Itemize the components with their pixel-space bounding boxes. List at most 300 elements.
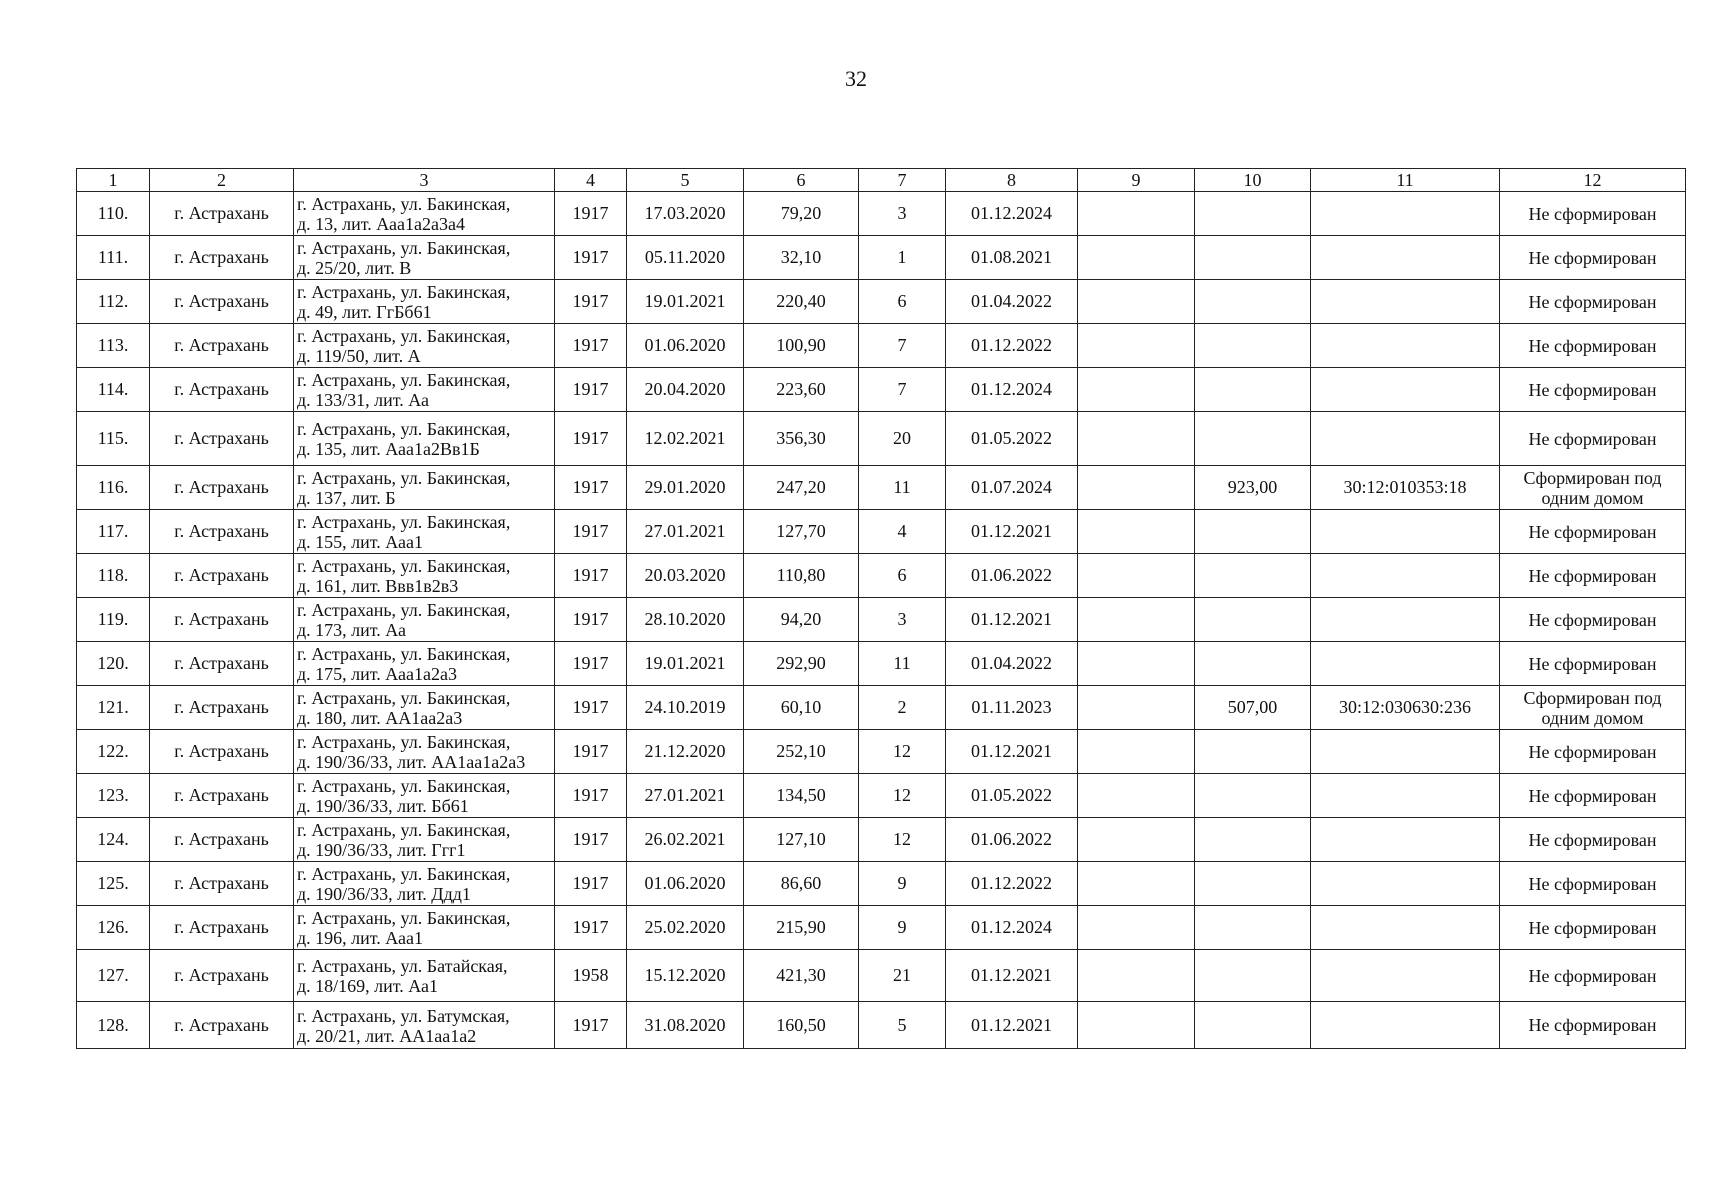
column-header: 3 <box>294 169 555 192</box>
city-cell: г. Астрахань <box>150 324 294 368</box>
cadastral-number-cell <box>1311 642 1500 686</box>
city-cell: г. Астрахань <box>150 906 294 950</box>
date-cell: 28.10.2020 <box>627 598 744 642</box>
address-line: д. 190/36/33, лит. АА1аа1а2а3 <box>297 752 526 772</box>
address-line: д. 175, лит. Ааа1а2а3 <box>297 664 458 684</box>
land-area-cell <box>1195 642 1311 686</box>
year-cell: 1917 <box>555 368 627 412</box>
row-number-cell: 121. <box>77 686 150 730</box>
column-header: 7 <box>859 169 946 192</box>
deadline-cell: 01.05.2022 <box>946 412 1078 466</box>
column-header: 4 <box>555 169 627 192</box>
deadline-cell: 01.12.2022 <box>946 324 1078 368</box>
land-area-cell <box>1195 280 1311 324</box>
row-number-cell: 127. <box>77 950 150 1002</box>
date-cell: 01.06.2020 <box>627 862 744 906</box>
date-cell: 19.01.2021 <box>627 642 744 686</box>
count-cell: 4 <box>859 510 946 554</box>
cadastral-number-cell <box>1311 906 1500 950</box>
address-line: д. 133/31, лит. Аа <box>297 390 430 410</box>
registry-table <box>76 168 1686 1049</box>
table-row <box>77 192 1686 236</box>
deadline-cell: 01.07.2024 <box>946 466 1078 510</box>
count-cell: 11 <box>859 642 946 686</box>
column-header: 2 <box>150 169 294 192</box>
date-cell: 31.08.2020 <box>627 1002 744 1049</box>
date-cell: 01.06.2020 <box>627 324 744 368</box>
year-cell: 1917 <box>555 818 627 862</box>
area-cell: 94,20 <box>744 598 859 642</box>
city-cell: г. Астрахань <box>150 950 294 1002</box>
year-cell: 1917 <box>555 466 627 510</box>
land-area-cell <box>1195 906 1311 950</box>
address-line: г. Астрахань, ул. Бакинская, <box>297 688 511 708</box>
land-area-cell <box>1195 554 1311 598</box>
land-area-cell <box>1195 368 1311 412</box>
column-9-cell <box>1078 466 1195 510</box>
year-cell: 1917 <box>555 554 627 598</box>
year-cell: 1917 <box>555 236 627 280</box>
city-cell: г. Астрахань <box>150 280 294 324</box>
count-cell: 9 <box>859 862 946 906</box>
deadline-cell: 01.12.2021 <box>946 730 1078 774</box>
address-line: г. Астрахань, ул. Бакинская, <box>297 238 511 258</box>
cadastral-number-cell <box>1311 280 1500 324</box>
area-cell: 134,50 <box>744 774 859 818</box>
cadastral-number-cell <box>1311 412 1500 466</box>
date-cell: 27.01.2021 <box>627 774 744 818</box>
count-cell: 20 <box>859 412 946 466</box>
address-cell <box>294 598 555 642</box>
area-cell: 32,10 <box>744 236 859 280</box>
city-cell: г. Астрахань <box>150 412 294 466</box>
year-cell: 1917 <box>555 598 627 642</box>
status-cell: Не сформирован <box>1500 730 1686 774</box>
status-cell: Не сформирован <box>1500 862 1686 906</box>
address-line: д. 119/50, лит. А <box>297 346 421 366</box>
address-cell <box>294 280 555 324</box>
address-line: д. 173, лит. Аа <box>297 620 407 640</box>
year-cell: 1917 <box>555 774 627 818</box>
address-line: д. 18/169, лит. Аа1 <box>297 976 439 996</box>
row-number-cell: 115. <box>77 412 150 466</box>
year-cell: 1917 <box>555 730 627 774</box>
row-number-cell: 122. <box>77 730 150 774</box>
area-cell: 160,50 <box>744 1002 859 1049</box>
column-9-cell <box>1078 510 1195 554</box>
address-line: г. Астрахань, ул. Бакинская, <box>297 600 511 620</box>
cadastral-number-cell <box>1311 950 1500 1002</box>
date-cell: 19.01.2021 <box>627 280 744 324</box>
city-cell: г. Астрахань <box>150 510 294 554</box>
year-cell: 1917 <box>555 192 627 236</box>
row-number-cell: 125. <box>77 862 150 906</box>
address-line: г. Астрахань, ул. Батайская, <box>297 956 508 976</box>
date-cell: 29.01.2020 <box>627 466 744 510</box>
count-cell: 21 <box>859 950 946 1002</box>
count-cell: 1 <box>859 236 946 280</box>
address-line: г. Астрахань, ул. Бакинская, <box>297 820 511 840</box>
year-cell: 1917 <box>555 324 627 368</box>
land-area-cell <box>1195 862 1311 906</box>
address-line: г. Астрахань, ул. Бакинская, <box>297 908 511 928</box>
row-number-cell: 110. <box>77 192 150 236</box>
count-cell: 12 <box>859 818 946 862</box>
cadastral-number-cell <box>1311 368 1500 412</box>
deadline-cell: 01.12.2021 <box>946 950 1078 1002</box>
year-cell: 1917 <box>555 412 627 466</box>
cadastral-number-cell <box>1311 324 1500 368</box>
status-cell: Не сформирован <box>1500 280 1686 324</box>
address-line: д. 135, лит. Ааа1а2Вв1Б <box>297 439 480 459</box>
address-line: г. Астрахань, ул. Бакинская, <box>297 468 511 488</box>
table-body <box>77 192 1686 1049</box>
count-cell: 7 <box>859 368 946 412</box>
area-cell: 127,70 <box>744 510 859 554</box>
deadline-cell: 01.06.2022 <box>946 554 1078 598</box>
row-number-cell: 111. <box>77 236 150 280</box>
deadline-cell: 01.12.2021 <box>946 510 1078 554</box>
address-line: г. Астрахань, ул. Бакинская, <box>297 864 511 884</box>
area-cell: 223,60 <box>744 368 859 412</box>
cadastral-number-cell <box>1311 554 1500 598</box>
area-cell: 127,10 <box>744 818 859 862</box>
address-cell <box>294 466 555 510</box>
city-cell: г. Астрахань <box>150 236 294 280</box>
status-cell: Не сформирован <box>1500 236 1686 280</box>
cadastral-number-cell <box>1311 510 1500 554</box>
row-number-cell: 119. <box>77 598 150 642</box>
date-cell: 25.02.2020 <box>627 906 744 950</box>
address-line: г. Астрахань, ул. Бакинская, <box>297 732 511 752</box>
table-row <box>77 324 1686 368</box>
date-cell: 05.11.2020 <box>627 236 744 280</box>
year-cell: 1917 <box>555 686 627 730</box>
city-cell: г. Астрахань <box>150 466 294 510</box>
address-cell <box>294 510 555 554</box>
cadastral-number-cell <box>1311 774 1500 818</box>
deadline-cell: 01.12.2024 <box>946 906 1078 950</box>
table-row <box>77 466 1686 510</box>
column-9-cell <box>1078 818 1195 862</box>
deadline-cell: 01.12.2022 <box>946 862 1078 906</box>
column-9-cell <box>1078 412 1195 466</box>
area-cell: 86,60 <box>744 862 859 906</box>
city-cell: г. Астрахань <box>150 774 294 818</box>
land-area-cell <box>1195 950 1311 1002</box>
column-9-cell <box>1078 774 1195 818</box>
year-cell: 1917 <box>555 862 627 906</box>
address-line: г. Астрахань, ул. Бакинская, <box>297 776 511 796</box>
address-line: д. 190/36/33, лит. Ддд1 <box>297 884 471 904</box>
date-cell: 12.02.2021 <box>627 412 744 466</box>
area-cell: 292,90 <box>744 642 859 686</box>
address-cell <box>294 236 555 280</box>
land-area-cell <box>1195 730 1311 774</box>
area-cell: 247,20 <box>744 466 859 510</box>
address-line: д. 20/21, лит. АА1аа1а2 <box>297 1025 477 1046</box>
address-cell <box>294 642 555 686</box>
column-9-cell <box>1078 862 1195 906</box>
address-cell <box>294 368 555 412</box>
land-area-cell <box>1195 236 1311 280</box>
area-cell: 110,80 <box>744 554 859 598</box>
row-number-cell: 128. <box>77 1002 150 1049</box>
address-cell <box>294 774 555 818</box>
area-cell: 60,10 <box>744 686 859 730</box>
row-number-cell: 120. <box>77 642 150 686</box>
deadline-cell: 01.12.2024 <box>946 192 1078 236</box>
area-cell: 100,90 <box>744 324 859 368</box>
cadastral-number-cell <box>1311 236 1500 280</box>
address-cell <box>294 862 555 906</box>
column-9-cell <box>1078 324 1195 368</box>
deadline-cell: 01.05.2022 <box>946 774 1078 818</box>
address-line: г. Астрахань, ул. Бакинская, <box>297 194 511 214</box>
date-cell: 24.10.2019 <box>627 686 744 730</box>
address-cell <box>294 950 555 1002</box>
year-cell: 1917 <box>555 906 627 950</box>
column-9-cell <box>1078 950 1195 1002</box>
table-row <box>77 862 1686 906</box>
status-cell: Сформирован под одним домом <box>1500 466 1686 510</box>
date-cell: 20.04.2020 <box>627 368 744 412</box>
address-line: г. Астрахань, ул. Бакинская, <box>297 282 511 302</box>
deadline-cell: 01.12.2021 <box>946 598 1078 642</box>
column-header: 12 <box>1500 169 1686 192</box>
land-area-cell <box>1195 412 1311 466</box>
address-cell <box>294 686 555 730</box>
status-cell: Не сформирован <box>1500 642 1686 686</box>
deadline-cell: 01.11.2023 <box>946 686 1078 730</box>
table-row <box>77 598 1686 642</box>
column-9-cell <box>1078 642 1195 686</box>
city-cell: г. Астрахань <box>150 368 294 412</box>
cadastral-number-cell <box>1311 730 1500 774</box>
column-header: 5 <box>627 169 744 192</box>
status-cell: Не сформирован <box>1500 598 1686 642</box>
date-cell: 15.12.2020 <box>627 950 744 1002</box>
column-9-cell <box>1078 192 1195 236</box>
column-9-cell <box>1078 906 1195 950</box>
area-cell: 421,30 <box>744 950 859 1002</box>
deadline-cell: 01.08.2021 <box>946 236 1078 280</box>
year-cell: 1917 <box>555 1002 627 1049</box>
column-9-cell <box>1078 686 1195 730</box>
area-cell: 220,40 <box>744 280 859 324</box>
city-cell: г. Астрахань <box>150 642 294 686</box>
land-area-cell <box>1195 774 1311 818</box>
count-cell: 5 <box>859 1002 946 1049</box>
column-header: 11 <box>1311 169 1500 192</box>
row-number-cell: 118. <box>77 554 150 598</box>
status-cell: Не сформирован <box>1500 774 1686 818</box>
table-row <box>77 774 1686 818</box>
count-cell: 12 <box>859 774 946 818</box>
date-cell: 26.02.2021 <box>627 818 744 862</box>
row-number-cell: 113. <box>77 324 150 368</box>
cadastral-number-cell <box>1311 192 1500 236</box>
city-cell: г. Астрахань <box>150 686 294 730</box>
date-cell: 27.01.2021 <box>627 510 744 554</box>
count-cell: 6 <box>859 554 946 598</box>
count-cell: 6 <box>859 280 946 324</box>
land-area-cell <box>1195 192 1311 236</box>
column-header: 8 <box>946 169 1078 192</box>
table-row <box>77 906 1686 950</box>
table-row <box>77 510 1686 554</box>
area-cell: 79,20 <box>744 192 859 236</box>
address-cell <box>294 818 555 862</box>
row-number-cell: 116. <box>77 466 150 510</box>
address-cell <box>294 412 555 466</box>
city-cell: г. Астрахань <box>150 598 294 642</box>
row-number-cell: 124. <box>77 818 150 862</box>
table-row <box>77 730 1686 774</box>
status-cell: Не сформирован <box>1500 818 1686 862</box>
count-cell: 12 <box>859 730 946 774</box>
address-line: д. 25/20, лит. В <box>297 258 412 278</box>
count-cell: 7 <box>859 324 946 368</box>
address-cell <box>294 730 555 774</box>
deadline-cell: 01.12.2024 <box>946 368 1078 412</box>
address-line: д. 49, лит. ГгБб61 <box>297 302 432 322</box>
address-line: г. Астрахань, ул. Батумская, <box>297 1005 510 1026</box>
date-cell: 20.03.2020 <box>627 554 744 598</box>
status-cell: Не сформирован <box>1500 1002 1686 1049</box>
city-cell: г. Астрахань <box>150 818 294 862</box>
count-cell: 3 <box>859 598 946 642</box>
row-number-cell: 112. <box>77 280 150 324</box>
city-cell: г. Астрахань <box>150 730 294 774</box>
table-row <box>77 280 1686 324</box>
status-cell: Не сформирован <box>1500 906 1686 950</box>
address-line: г. Астрахань, ул. Бакинская, <box>297 326 511 346</box>
area-cell: 215,90 <box>744 906 859 950</box>
row-number-cell: 123. <box>77 774 150 818</box>
column-9-cell <box>1078 554 1195 598</box>
land-area-cell <box>1195 324 1311 368</box>
address-line: д. 190/36/33, лит. Бб61 <box>297 796 469 816</box>
table-row <box>77 554 1686 598</box>
city-cell: г. Астрахань <box>150 192 294 236</box>
deadline-cell: 01.12.2021 <box>946 1002 1078 1049</box>
table-row <box>77 950 1686 1002</box>
table-row <box>77 686 1686 730</box>
cadastral-number-cell <box>1311 862 1500 906</box>
address-cell <box>294 324 555 368</box>
land-area-cell <box>1195 818 1311 862</box>
year-cell: 1917 <box>555 510 627 554</box>
address-cell <box>294 554 555 598</box>
table-row <box>77 236 1686 280</box>
area-cell: 252,10 <box>744 730 859 774</box>
status-cell: Не сформирован <box>1500 554 1686 598</box>
table-row <box>77 642 1686 686</box>
table-row <box>77 1002 1686 1049</box>
count-cell: 2 <box>859 686 946 730</box>
status-cell: Не сформирован <box>1500 368 1686 412</box>
status-cell: Не сформирован <box>1500 950 1686 1002</box>
area-cell: 356,30 <box>744 412 859 466</box>
status-cell: Не сформирован <box>1500 510 1686 554</box>
address-cell <box>294 906 555 950</box>
address-line: д. 137, лит. Б <box>297 488 396 508</box>
column-9-cell <box>1078 598 1195 642</box>
cadastral-number-cell: 30:12:030630:236 <box>1311 686 1500 730</box>
column-9-cell <box>1078 280 1195 324</box>
status-cell: Не сформирован <box>1500 412 1686 466</box>
address-line: д. 196, лит. Ааа1 <box>297 928 424 948</box>
row-number-cell: 126. <box>77 906 150 950</box>
cadastral-number-cell <box>1311 818 1500 862</box>
column-9-cell <box>1078 730 1195 774</box>
address-line: д. 180, лит. АА1аа2а3 <box>297 708 463 728</box>
cadastral-number-cell <box>1311 598 1500 642</box>
address-line: г. Астрахань, ул. Бакинская, <box>297 644 511 664</box>
cadastral-number-cell: 30:12:010353:18 <box>1311 466 1500 510</box>
header-row <box>77 169 1686 192</box>
city-cell: г. Астрахань <box>150 1002 294 1049</box>
address-line: д. 155, лит. Ааа1 <box>297 532 424 552</box>
column-9-cell <box>1078 236 1195 280</box>
status-cell: Сформирован под одним домом <box>1500 686 1686 730</box>
year-cell: 1917 <box>555 280 627 324</box>
column-header: 6 <box>744 169 859 192</box>
address-cell <box>294 192 555 236</box>
address-cell <box>294 1002 555 1049</box>
count-cell: 3 <box>859 192 946 236</box>
address-line: г. Астрахань, ул. Бакинская, <box>297 370 511 390</box>
address-line: д. 161, лит. Ввв1в2в3 <box>297 576 459 596</box>
date-cell: 17.03.2020 <box>627 192 744 236</box>
land-area-cell <box>1195 510 1311 554</box>
count-cell: 9 <box>859 906 946 950</box>
page-number: 32 <box>845 66 867 91</box>
column-header: 9 <box>1078 169 1195 192</box>
deadline-cell: 01.04.2022 <box>946 642 1078 686</box>
count-cell: 11 <box>859 466 946 510</box>
address-line: г. Астрахань, ул. Бакинская, <box>297 419 511 439</box>
deadline-cell: 01.04.2022 <box>946 280 1078 324</box>
land-area-cell <box>1195 1002 1311 1049</box>
year-cell: 1958 <box>555 950 627 1002</box>
table-row <box>77 368 1686 412</box>
land-area-cell: 923,00 <box>1195 466 1311 510</box>
column-9-cell <box>1078 1002 1195 1049</box>
table-row <box>77 818 1686 862</box>
column-9-cell <box>1078 368 1195 412</box>
address-line: г. Астрахань, ул. Бакинская, <box>297 556 511 576</box>
deadline-cell: 01.06.2022 <box>946 818 1078 862</box>
year-cell: 1917 <box>555 642 627 686</box>
address-line: д. 13, лит. Ааа1а2а3а4 <box>297 214 465 234</box>
date-cell: 21.12.2020 <box>627 730 744 774</box>
address-line: г. Астрахань, ул. Бакинская, <box>297 512 511 532</box>
status-cell: Не сформирован <box>1500 324 1686 368</box>
cadastral-number-cell <box>1311 1002 1500 1049</box>
row-number-cell: 117. <box>77 510 150 554</box>
table-row <box>77 412 1686 466</box>
city-cell: г. Астрахань <box>150 554 294 598</box>
status-cell: Не сформирован <box>1500 192 1686 236</box>
land-area-cell <box>1195 598 1311 642</box>
column-header: 10 <box>1195 169 1311 192</box>
row-number-cell: 114. <box>77 368 150 412</box>
column-header: 1 <box>77 169 150 192</box>
land-area-cell: 507,00 <box>1195 686 1311 730</box>
city-cell: г. Астрахань <box>150 862 294 906</box>
